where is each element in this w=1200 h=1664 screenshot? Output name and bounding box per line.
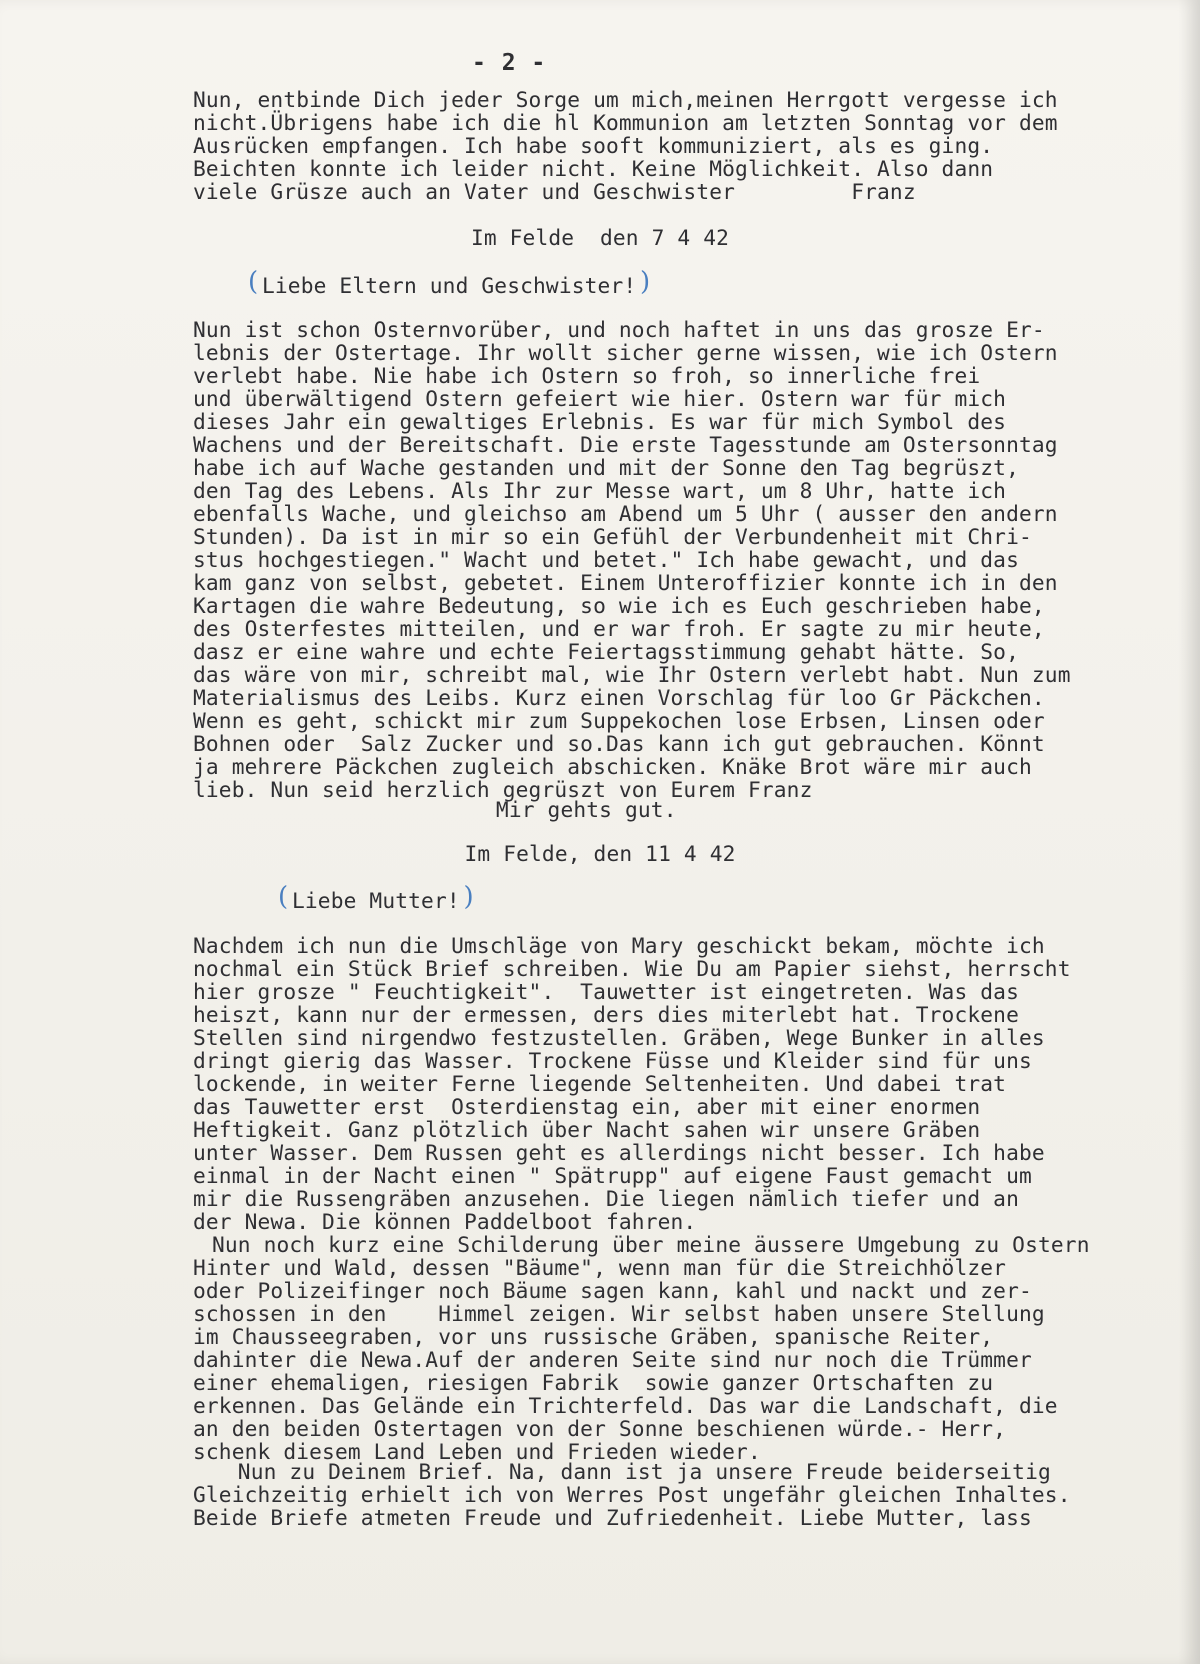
text-line: Nun noch kurz eine Schilderung über meine äussere Umgebung zu Ostern: [212, 1232, 1090, 1257]
text-line: der Newa. Die können Paddelboot fahren.: [193, 1209, 697, 1234]
text-line: Bohnen oder Salz Zucker und so.Das kann ich gut gebrauchen. Könnt: [193, 731, 1045, 756]
greeting-text: ( Liebe Eltern und Geschwister! ): [262, 273, 636, 298]
text-line: Heftigkeit. Ganz plötzlich über Nacht sahen wir unsere Gräben: [193, 1117, 981, 1142]
text-line: an den beiden Ostertagen von der Sonne beschienen würde.- Herr,: [193, 1416, 1007, 1441]
text-line: im Chausseegraben, vor uns russische Gräben, spanische Reiter,: [193, 1324, 994, 1349]
text-line: Ausrücken empfangen. Ich habe sooft kommuniziert, als es ging.: [193, 133, 994, 158]
text-line: Hinter und Wald, dessen "Bäume", wenn man für die Streichhölzer: [193, 1255, 1007, 1280]
text-line: Wachens und der Bereitschaft. Die erste Tagesstunde am Ostersonntag: [193, 432, 1058, 457]
greeting-text: ( Liebe Mutter! ): [292, 888, 460, 913]
page-number: - 2 -: [472, 50, 547, 76]
text-line: erkennen. Das Gelände ein Trichterfeld. Das war die Landschaft, die: [193, 1393, 1058, 1418]
text-line: oder Polizeifinger noch Bäume sagen kann, kahl und nackt und zer-: [193, 1278, 1032, 1303]
text-line: viele Grüsze auch an Vater und Geschwister Franz: [193, 179, 916, 204]
text-line: Beichten konnte ich leider nicht. Keine Möglichkeit. Also dann: [193, 156, 994, 181]
text-line: Wenn es geht, schickt mir zum Suppekochen lose Erbsen, Linsen oder: [193, 708, 1045, 733]
text-line: schossen in den Himmel zeigen. Wir selbst haben unsere Stellung: [193, 1301, 1045, 1326]
text-line: des Osterfestes mitteilen, und er war froh. Er sagte zu mir heute,: [193, 616, 1045, 641]
text-line: Nun ist schon Osternvorüber, und noch haftet in uns das grosze Er-: [193, 317, 1045, 342]
text-line: nochmal ein Stück Brief schreiben. Wie Du am Papier siehst, herrscht: [193, 956, 1071, 981]
text-line: einer ehemaligen, riesigen Fabrik sowie ganzer Ortschaften zu: [193, 1370, 994, 1395]
text-line: Gleichzeitig erhielt ich von Werres Post ungefähr gleichen Inhaltes.: [193, 1482, 1071, 1507]
letter-date-line: Im Felde, den 11 4 42: [464, 841, 736, 866]
letter-greeting: [292, 889, 460, 913]
text-line: hier grosze " Feuchtigkeit". Tauwetter ist eingetreten. Was das: [193, 979, 1019, 1004]
text-line: mir die Russengräben anzusehen. Die liegen nämlich tiefer und an: [193, 1186, 1019, 1211]
text-line: den Tag des Lebens. Als Ihr zur Messe wart, um 8 Uhr, hatte ich: [193, 478, 1007, 503]
text-line: und überwältigend Ostern gefeiert wie hier. Ostern war für mich: [193, 386, 1007, 411]
text-line: kam ganz von selbst, gebetet. Einem Unteroffizier konnte ich in den: [193, 570, 1058, 595]
text-line: dringt gierig das Wasser. Trockene Füsse und Kleider sind für uns: [193, 1048, 1032, 1073]
text-line: stus hochgestiegen." Wacht und betet." Ich habe gewacht, und das: [193, 547, 1019, 572]
text-line: verlebt habe. Nie habe ich Ostern so froh, so innerliche frei: [193, 363, 981, 388]
text-line: lebnis der Ostertage. Ihr wollt sicher gerne wissen, wie ich Ostern: [193, 340, 1058, 365]
text-line: Stunden). Da ist in mir so ein Gefühl der Verbundenheit mit Chri-: [193, 524, 1032, 549]
text-line: Stellen sind nirgendwo festzustellen. Gräben, Wege Bunker in alles: [193, 1025, 1045, 1050]
text-line: dasz er eine wahre und echte Feiertagsstimmung gehabt hätte. So,: [193, 639, 1019, 664]
text-line: Materialismus des Leibs. Kurz einen Vorschlag für loo Gr Päckchen.: [193, 685, 1045, 710]
text-line: unter Wasser. Dem Russen geht es allerdings nicht besser. Ich habe: [193, 1140, 1045, 1165]
text-line: ebenfalls Wache, und gleichso am Abend um 5 Uhr ( ausser den andern: [193, 501, 1058, 526]
text-line: Nun zu Deinem Brief. Na, dann ist ja unsere Freude beiderseitig: [212, 1459, 1051, 1484]
text-line: Beide Briefe atmeten Freude und Zufriedenheit. Liebe Mutter, lass: [193, 1505, 1032, 1530]
text-line: Nachdem ich nun die Umschläge von Mary geschickt bekam, möchte ich: [193, 933, 1045, 958]
text-line: ja mehrere Päckchen zugleich abschicken. Knäke Brot wäre mir auch: [193, 754, 1032, 779]
text-line: das wäre von mir, schreibt mal, wie Ihr Ostern verlebt habt. Nun zum: [193, 662, 1071, 687]
text-line: heiszt, kann nur der ermessen, ders dies miterlebt hat. Trockene: [193, 1002, 1019, 1027]
text-line: das Tauwetter erst Osterdienstag ein, aber mit einer enormen: [193, 1094, 981, 1119]
text-line: nicht.Übrigens habe ich die hl Kommunion am letzten Sonntag vor dem: [193, 110, 1058, 135]
text-line: Mir gehts gut.: [212, 797, 677, 822]
text-line: einmal in der Nacht einen " Spätrupp" auf eigene Faust gemacht um: [193, 1163, 1032, 1188]
text-line: habe ich auf Wache gestanden und mit der Sonne den Tag begrüszt,: [193, 455, 1019, 480]
text-line: Kartagen die wahre Bedeutung, so wie ich es Euch geschrieben habe,: [193, 593, 1045, 618]
letter-greeting: [262, 274, 636, 298]
text-line: dieses Jahr ein gewaltiges Erlebnis. Es war für mich Symbol des: [193, 409, 1007, 434]
text-line: lockende, in weiter Ferne liegende Seltenheiten. Und dabei trat: [193, 1071, 1007, 1096]
text-line: schenk diesem Land Leben und Frieden wieder.: [193, 1439, 761, 1464]
letter-date-line: Im Felde den 7 4 42: [470, 225, 730, 250]
text-line: Nun, entbinde Dich jeder Sorge um mich,meinen Herrgott vergesse ich: [193, 87, 1058, 112]
text-line: dahinter die Newa.Auf der anderen Seite sind nur noch die Trümmer: [193, 1347, 1032, 1372]
text-line: lieb. Nun seid herzlich gegrüszt von Eurem Franz: [193, 777, 813, 802]
